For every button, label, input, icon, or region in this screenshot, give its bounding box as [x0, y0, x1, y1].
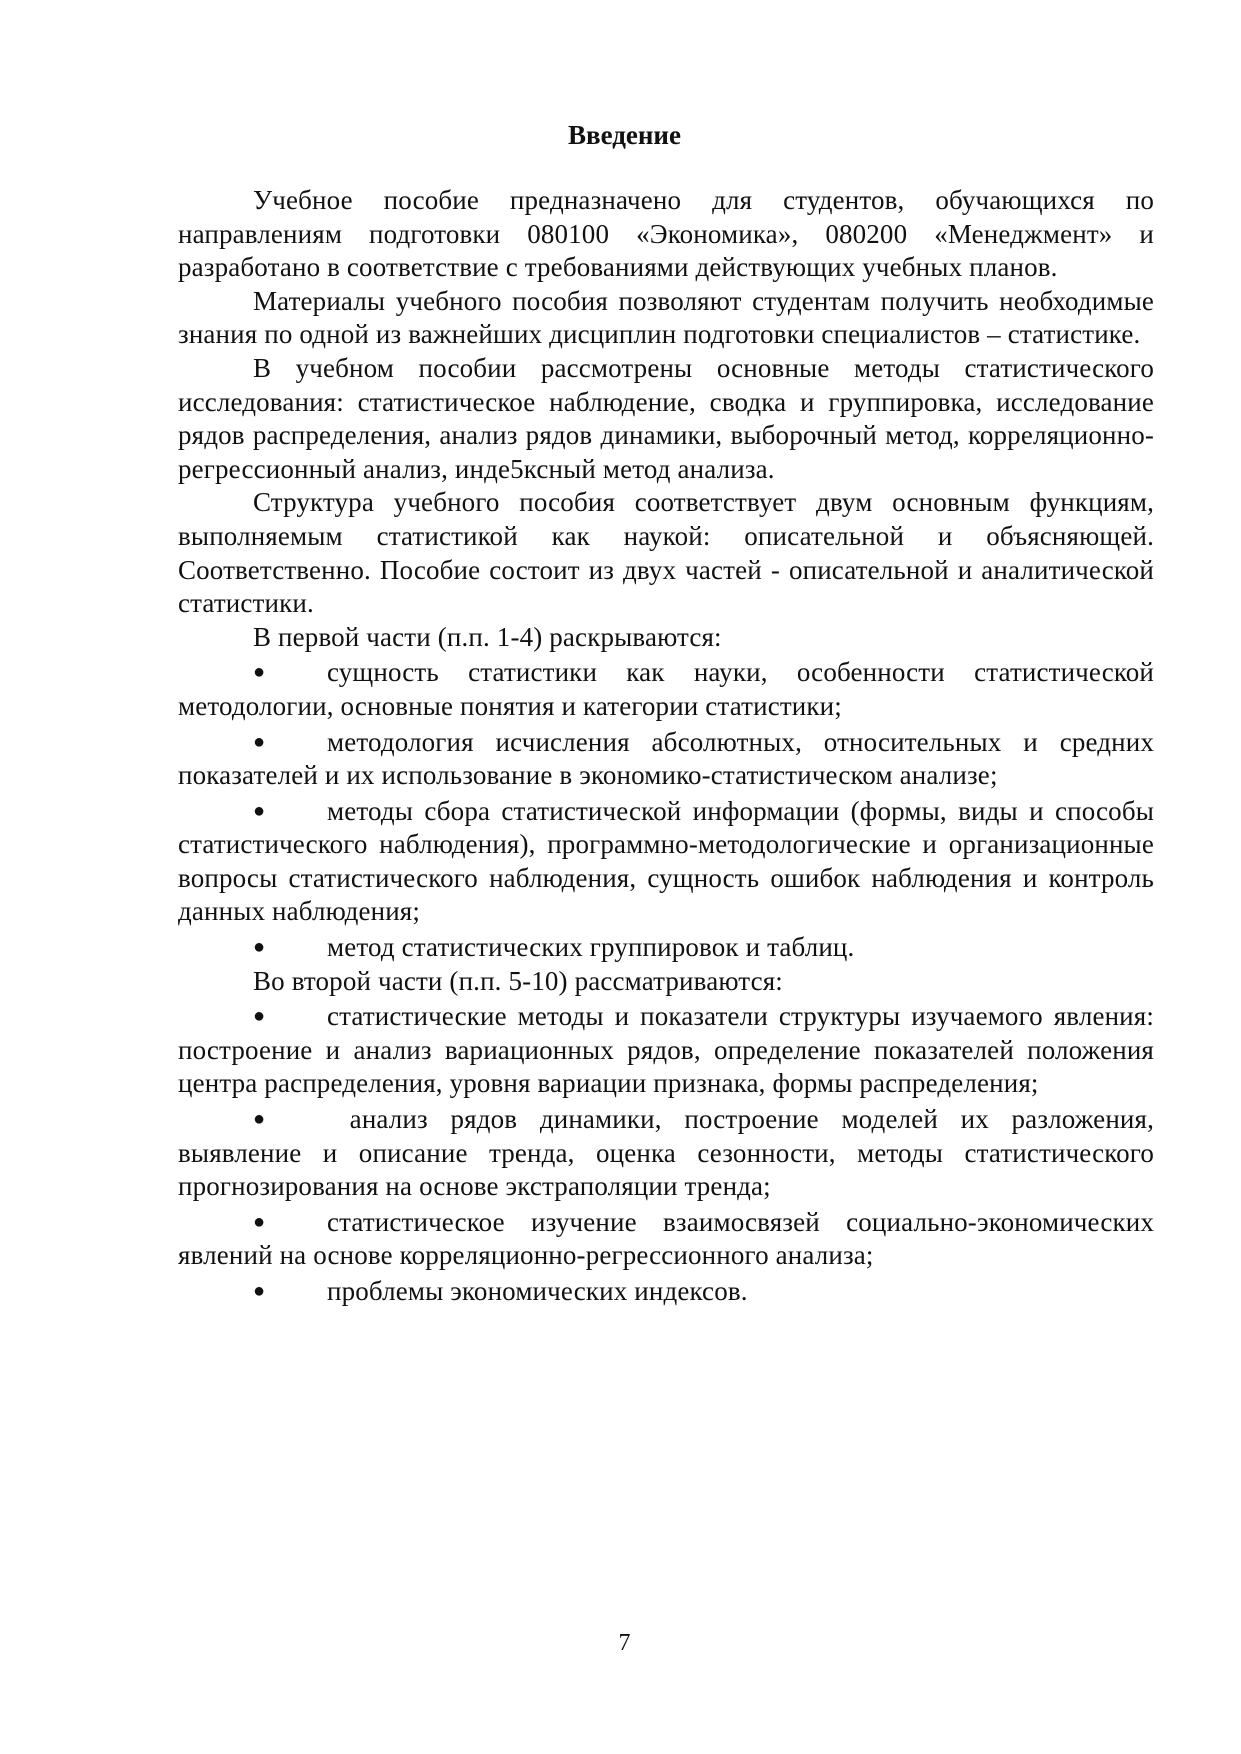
bullet-icon: ●	[253, 1108, 266, 1131]
list-item	[178, 654, 1154, 723]
page-title: Введение	[568, 120, 681, 150]
list-item-text: анализ рядов динамики, построение моделей их разложения, выявление и описание тренда, оценка сезонности, методы статистического прогнозирования на основе экстраполяции тренда;	[178, 1104, 1154, 1202]
page-number: 7	[618, 1630, 631, 1656]
bullet-icon: ●	[253, 661, 266, 684]
list-item-text: методология исчисления абсолютных, относительных и средних показателей и их использование в экономико-статистическом анализе;	[178, 726, 1154, 791]
list-item-text: статистическое изучение взаимосвязей социально-экономических явлений на основе корреляционно-регрессионного анализа;	[178, 1206, 1154, 1271]
paragraph-methods: В учебном пособии рассмотрены основные методы статистического исследования: статистическое наблюдение, сводка и группировка, исследование рядов распределения, анализ рядов динамики, выборочный метод, корреляционно-регрессионный анализ, инде5ксный метод анализа.	[178, 352, 1154, 484]
list-item-text: методы сбора статистической информации (формы, виды и способы статистического наблюдения), программно-методологические и организационные вопросы статистического наблюдения, сущность ошибок наблюдения и контроль данных наблюдения;	[178, 795, 1154, 927]
document-body	[178, 184, 1154, 1309]
bullet-icon: ●	[253, 1210, 266, 1233]
bullet-icon: ●	[253, 799, 266, 822]
list-item	[178, 1273, 1154, 1309]
paragraph-purpose: Учебное пособие предназначено для студентов, обучающихся по направлениям подготовки 080100 «Экономика», 080200 «Менеджмент» и разработано в соответствие с требованиями действующих учебных планов.	[178, 185, 1154, 283]
list-item-text: проблемы экономических индексов.	[327, 1276, 748, 1306]
list-item	[178, 1204, 1154, 1273]
list-item-text: сущность статистики как науки, особенности статистической методологии, основные понятия и категории статистики;	[178, 657, 1154, 721]
paragraph-structure: Структура учебного пособия соответствует двум основным функциям, выполняемым статистикой как наукой: описательной и объясняющей. Соответственно. Пособие состоит из двух частей - описательной и аналитической статистики.	[178, 487, 1154, 619]
list-item-text: статистические методы и показатели структуры изучаемого явления: построение и анализ вариационных рядов, определение показателей положения центра распределения, уровня вариации признака, формы распределения;	[178, 1001, 1154, 1099]
list-item	[178, 793, 1154, 929]
part2-intro: Во второй части (п.п. 5-10) рассматриваются:	[253, 965, 783, 996]
bullet-icon: ●	[253, 1280, 266, 1302]
paragraph-materials: Материалы учебного пособия позволяют студентам получить необходимые знания по одной из важнейших дисциплин подготовки специалистов – статистике.	[178, 285, 1154, 350]
part1-intro: В первой части (п.п. 1-4) раскрываются:	[253, 621, 722, 652]
list-item	[178, 1101, 1154, 1204]
list-item	[178, 998, 1154, 1101]
list-item	[178, 929, 1154, 965]
list-item	[178, 724, 1154, 793]
bullet-icon: ●	[253, 730, 266, 753]
list-item-text: метод статистических группировок и таблиц.	[327, 932, 855, 963]
bullet-icon: ●	[253, 936, 266, 959]
bullet-icon: ●	[253, 1005, 266, 1028]
